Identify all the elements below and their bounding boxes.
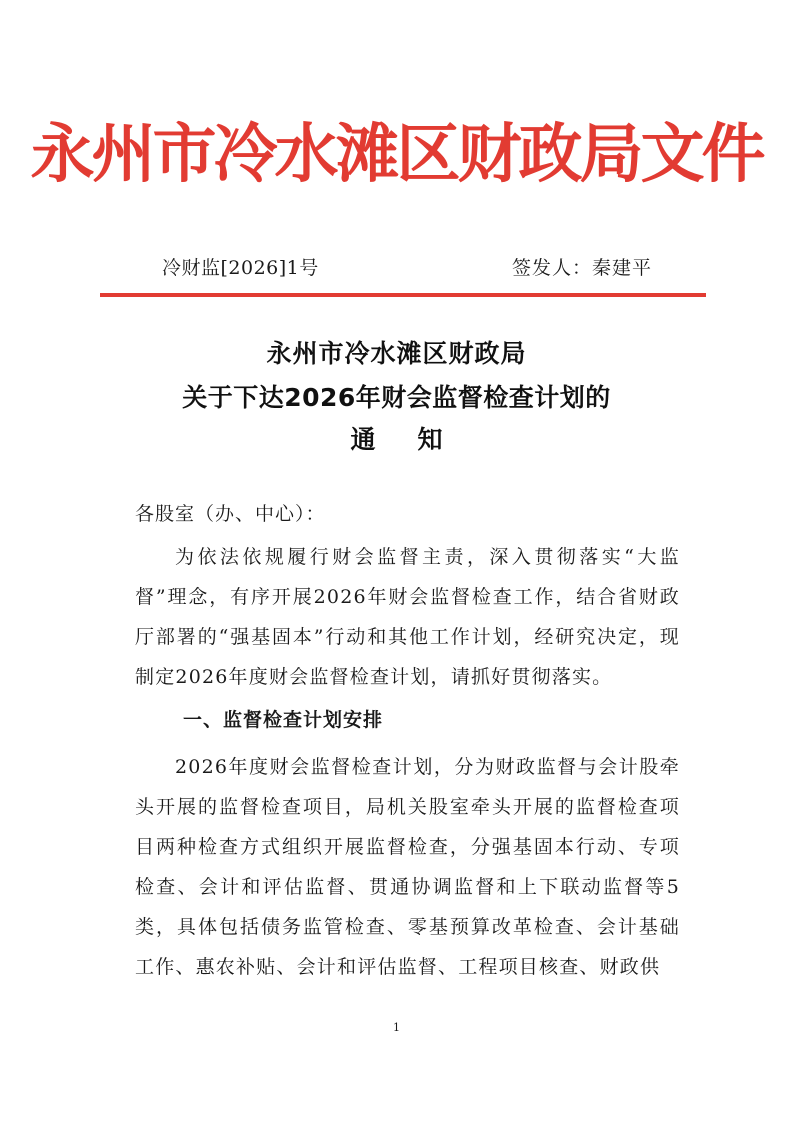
document-title-line-1: 永州市冷水滩区财政局 [266,339,527,368]
signer: 签发人：秦建平 [512,257,653,279]
body-paragraph-2: 2026年度财会监督检查计划，分为财政监督与会计股牵头开展的监督检查项目，局机关股室牵头开展的监督检查项目两种检查方式组织开展监督检查，分强基固本行动、专项检查、会计和评估监督、贯通协调监督和上下联动监督等5类，具体包括债务监管检查、零基预算改革检查、会计基础工作、惠农补贴、会计和评估监督、工程项目核查、财政供 [135,756,680,978]
section-heading-1: 一、监督检查计划安排 [183,709,384,731]
salutation: 各股室（办、中心）： [135,503,326,525]
body-paragraph-1: 为依法依规履行财会监督主责，深入贯彻落实“大监督”理念，有序开展2026年财会监督检查工作，结合省财政厅部署的“强基固本”行动和其他工作计划，经研究决定，现制定2026年度财会监督检查计划，请抓好贯彻落实。 [135,546,680,688]
page-number: 1 [393,1021,400,1034]
document-title-line-2: 关于下达2026年财会监督检查计划的 [182,383,611,412]
document-title-line-3: 通知 [350,425,485,454]
document-number: 冷财监[2026]1号 [162,257,319,279]
document-header-title: 永州市冷水滩区财政局文件 [30,117,763,192]
header-divider [100,293,706,297]
